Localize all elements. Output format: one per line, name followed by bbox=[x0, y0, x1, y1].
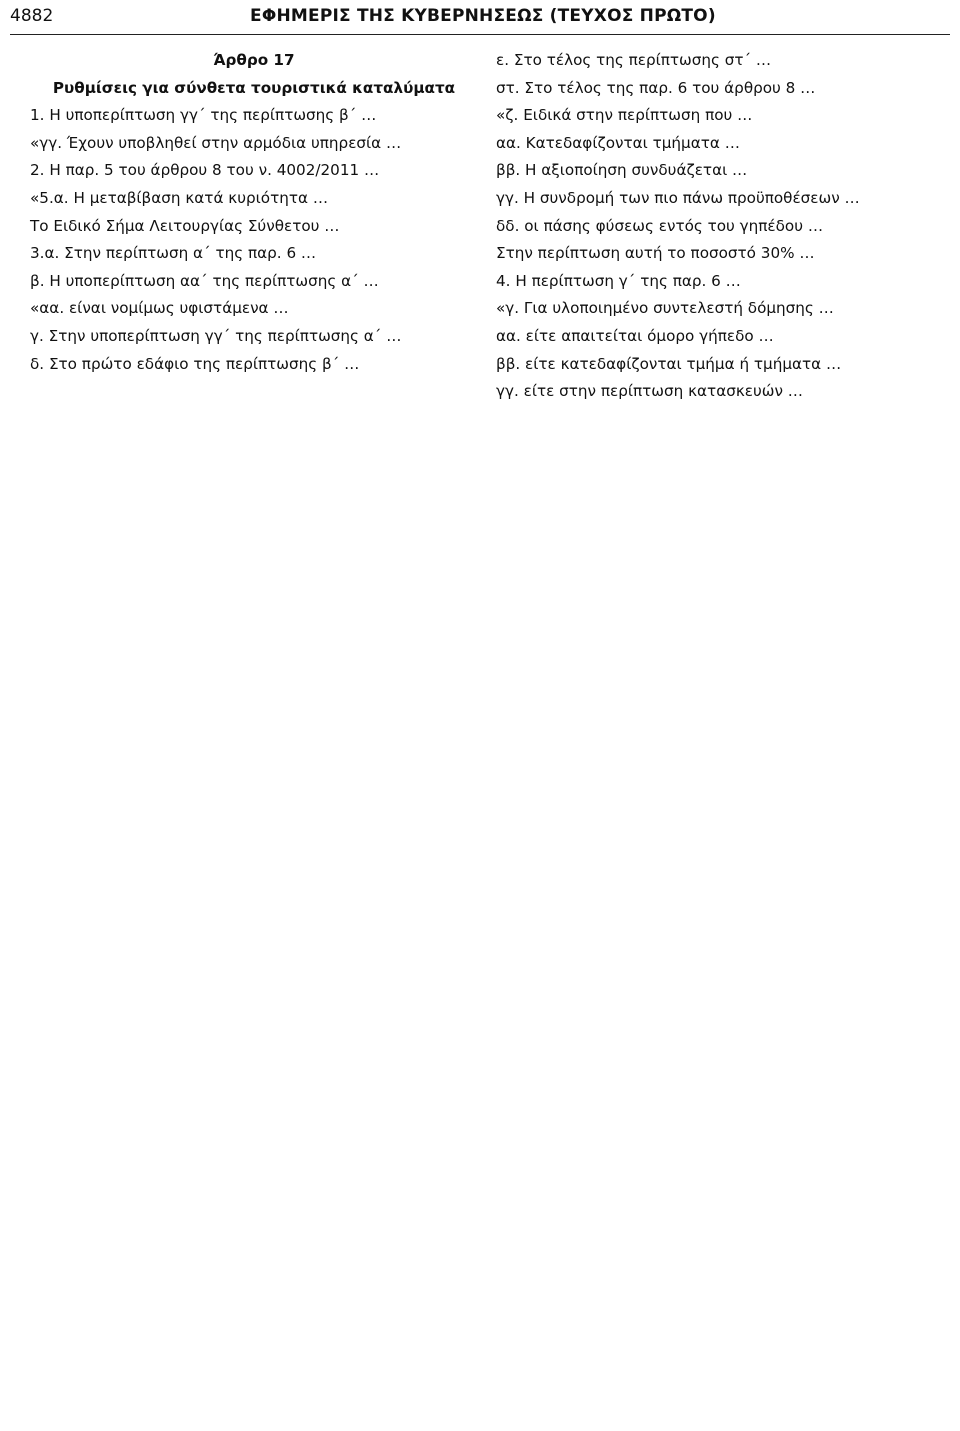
paragraph: δ. Στο πρώτο εδάφιο της περίπτωσης β΄ … bbox=[30, 354, 360, 373]
paragraph: β. Η υποπερίπτωση αα΄ της περίπτωσης α΄ … bbox=[30, 271, 379, 290]
paragraph: ββ. Η αξιοποίηση συνδυάζεται … bbox=[496, 161, 748, 180]
gazette-title: ΕΦΗΜΕΡΙΣ ΤΗΣ ΚΥΒΕΡΝΗΣΕΩΣ (ΤΕΥΧΟΣ ΠΡΩΤΟ) bbox=[250, 6, 716, 26]
paragraph: «γ. Για υλοποιημένο συντελεστή δόμησης … bbox=[496, 299, 834, 318]
paragraph: 4. Η περίπτωση γ΄ της παρ. 6 … bbox=[496, 271, 741, 290]
paragraph: «5.α. Η μεταβίβαση κατά κυριότητα … bbox=[30, 188, 329, 207]
paragraph: δδ. οι πάσης φύσεως εντός του γηπέδου … bbox=[496, 216, 824, 235]
paragraph: Το Ειδικό Σήμα Λειτουργίας Σύνθετου … bbox=[30, 216, 340, 235]
page-header bbox=[10, 4, 950, 35]
right-column bbox=[482, 50, 944, 1425]
paragraph: γγ. Η συνδρομή των πιο πάνω προϋποθέσεων … bbox=[496, 188, 860, 207]
paragraph: αα. είτε απαιτείται όμορο γήπεδο … bbox=[496, 326, 774, 345]
paragraph: 2. Η παρ. 5 του άρθρου 8 του ν. 4002/2011 … bbox=[30, 161, 380, 180]
left-column bbox=[16, 50, 478, 1425]
article-number: Άρθρο 17 bbox=[213, 51, 295, 69]
paragraph: ε. Στο τέλος της περίπτωσης στ΄ … bbox=[496, 51, 772, 69]
paragraph: «ζ. Ειδικά στην περίπτωση που … bbox=[496, 106, 753, 125]
paragraph: «αα. είναι νομίμως υφιστάμενα … bbox=[30, 299, 289, 318]
paragraph: στ. Στο τέλος της παρ. 6 του άρθρου 8 … bbox=[496, 78, 816, 97]
paragraph: 1. Η υποπερίπτωση γγ΄ της περίπτωσης β΄ … bbox=[30, 106, 377, 125]
article-title: Ρυθμίσεις για σύνθετα τουριστικά καταλύματα bbox=[52, 78, 456, 97]
paragraph: Στην περίπτωση αυτή το ποσοστό 30% … bbox=[496, 244, 815, 263]
paragraph: 3.α. Στην περίπτωση α΄ της παρ. 6 … bbox=[30, 244, 317, 263]
paragraph: γγ. είτε στην περίπτωση κατασκευών … bbox=[496, 382, 803, 401]
paragraph: ββ. είτε κατεδαφίζονται τμήμα ή τμήματα … bbox=[496, 354, 842, 373]
page-number: 4882 bbox=[10, 6, 54, 26]
paragraph: «γγ. Έχουν υποβληθεί στην αρμόδια υπηρεσία … bbox=[30, 133, 402, 152]
paragraph: γ. Στην υποπερίπτωση γγ΄ της περίπτωσης α΄ … bbox=[30, 326, 402, 345]
paragraph: αα. Κατεδαφίζονται τμήματα … bbox=[496, 133, 740, 152]
